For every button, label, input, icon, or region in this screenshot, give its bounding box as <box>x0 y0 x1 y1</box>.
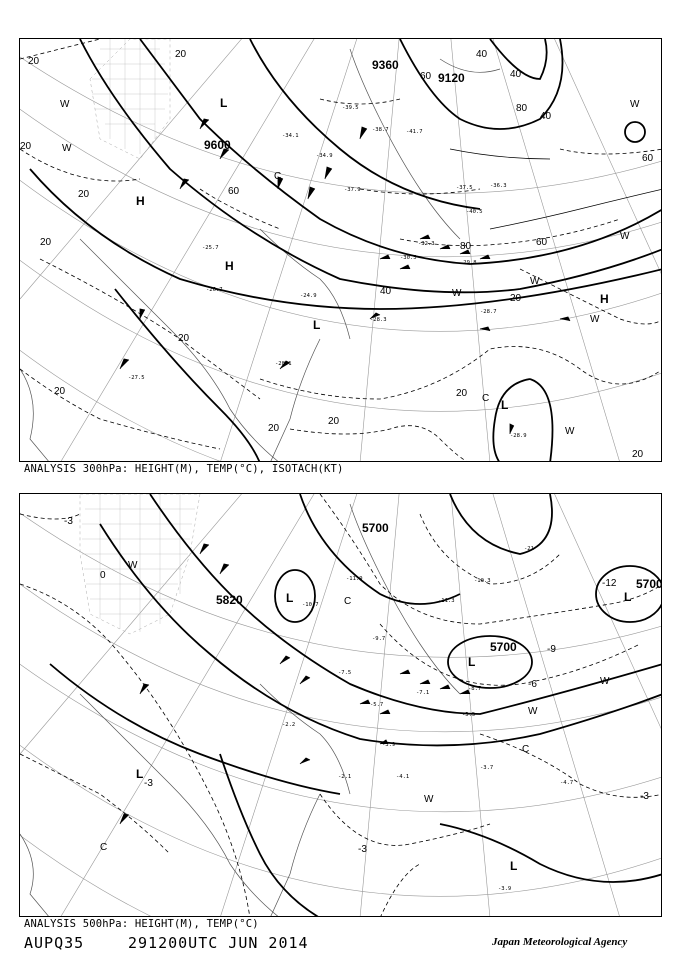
caption-500hpa: ANALYSIS 500hPa: HEIGHT(M), TEMP(°C) <box>24 918 259 930</box>
station-temp: -3.9 <box>498 886 512 892</box>
warm-marker: W <box>128 560 138 571</box>
agency-name: Japan Meteorological Agency <box>492 936 628 948</box>
height-label-5700: 5700 <box>490 640 517 654</box>
station-temp: -5.5 <box>462 712 476 718</box>
isotach-lines <box>450 149 662 229</box>
station-temp: -7.1 <box>416 690 430 696</box>
low-marker: L <box>136 767 144 781</box>
station-temp: -4.1 <box>396 774 410 780</box>
warm-marker: W <box>590 314 600 325</box>
station-temp: -3.9 <box>382 742 396 748</box>
height-label-5700: 5700 <box>636 577 663 591</box>
longitude-grid <box>20 494 662 917</box>
height-label-5820: 5820 <box>216 593 243 607</box>
height-label-group <box>216 521 662 654</box>
cold-marker: C <box>100 842 108 853</box>
height-label-9360: 9360 <box>372 58 399 72</box>
isotach-label-20: 20 <box>456 388 468 399</box>
temp-label: -12 <box>602 578 617 589</box>
warm-marker: W <box>60 99 70 110</box>
isotach-label-20: 20 <box>54 386 66 397</box>
isotach-label-60: 60 <box>536 237 548 248</box>
caption-300hpa: ANALYSIS 300hPa: HEIGHT(M), TEMP(°C), ISOTACH(KT) <box>24 463 344 475</box>
wind-barbs <box>120 119 570 434</box>
station-temp: -39.5 <box>342 105 359 111</box>
valid-time: 291200UTC JUN 2014 <box>128 934 309 952</box>
isotach-label-20: 20 <box>328 416 340 427</box>
station-temp: -25.7 <box>202 245 219 251</box>
low-marker: L <box>286 591 294 605</box>
isotach-label-20: 20 <box>78 189 90 200</box>
latitude-grid <box>20 494 662 917</box>
low-marker: L <box>624 590 632 604</box>
warm-marker: W <box>528 706 538 717</box>
cold-marker: C <box>344 596 352 607</box>
station-temp: -34.9 <box>316 153 333 159</box>
isotach-label-group <box>20 49 654 460</box>
station-temp: -26.7 <box>206 287 223 293</box>
high-marker: H <box>225 259 234 273</box>
isotach-label-20: 20 <box>28 56 40 67</box>
low-marker: L <box>468 655 476 669</box>
pressure-system-group <box>60 96 640 437</box>
height-label-9600: 9600 <box>204 138 231 152</box>
station-temp: -7.5 <box>338 670 352 676</box>
station-temp: -37.5 <box>456 185 473 191</box>
station-temp: -2.2 <box>282 722 296 728</box>
temp-label: -3 <box>640 791 649 802</box>
dashed-contours <box>20 494 662 917</box>
temp-label: -6 <box>528 679 537 690</box>
isotach-label-20: 20 <box>632 449 644 460</box>
station-temp: -10.3 <box>474 578 491 584</box>
isotach-label-40: 40 <box>540 111 552 122</box>
cold-marker: C <box>522 744 530 755</box>
warm-marker: W <box>630 99 640 110</box>
station-temp: -8.7 <box>468 686 482 692</box>
temp-label: -3 <box>64 516 73 527</box>
station-temp: -28.1 <box>275 361 292 367</box>
temp-label: 0 <box>100 570 106 581</box>
station-temp: -5.7 <box>370 702 384 708</box>
chart-300hpa <box>19 38 662 462</box>
station-temp: -30.5 <box>400 255 417 261</box>
isotach-label-20: 20 <box>268 423 280 434</box>
station-temp: -4.7 <box>560 780 574 786</box>
station-temp: -11.9 <box>346 576 363 582</box>
station-temp: -40.5 <box>466 209 483 215</box>
warm-marker: W <box>620 231 630 242</box>
isotach-label-60: 60 <box>228 186 240 197</box>
temp-label: -3 <box>144 778 153 789</box>
station-temp: -9.7 <box>372 636 386 642</box>
station-temp: -36.3 <box>490 183 507 189</box>
station-temp: -10.7 <box>302 602 319 608</box>
chart-code: AUPQ35 <box>24 934 85 952</box>
height-contours <box>50 494 662 917</box>
height-label-5700: 5700 <box>362 521 389 535</box>
map-300hpa <box>20 39 662 462</box>
isotach-label-20: 20 <box>175 49 187 60</box>
temp-label-group <box>64 516 649 855</box>
isotach-label-20: 20 <box>178 333 190 344</box>
warm-marker: W <box>530 276 540 287</box>
temp-label: -9 <box>547 644 556 655</box>
isotach-label-60: 60 <box>642 153 654 164</box>
cold-marker: C <box>482 393 490 404</box>
station-temp: -41.7 <box>406 129 423 135</box>
warm-marker: W <box>62 143 72 154</box>
height-label-9120: 9120 <box>438 71 465 85</box>
isotach-label-40: 40 <box>476 49 488 60</box>
isotach-label-40: 40 <box>510 69 522 80</box>
station-temp: -28.7 <box>480 309 497 315</box>
coastlines <box>20 49 500 462</box>
station-temp: -34.1 <box>282 133 299 139</box>
warm-marker: W <box>600 676 610 687</box>
pressure-system-group <box>100 560 631 873</box>
low-marker: L <box>313 318 321 332</box>
station-temp: -38.7 <box>372 127 389 133</box>
isotach-label-20: 20 <box>20 141 32 152</box>
warm-marker: W <box>424 794 434 805</box>
wind-barbs <box>120 544 470 824</box>
isotach-label-80: 80 <box>460 241 472 252</box>
high-marker: H <box>600 292 609 306</box>
hatched-area <box>90 39 170 159</box>
station-temp: -32.3 <box>418 241 435 247</box>
low-marker: L <box>501 398 509 412</box>
station-temp: -29.8 <box>460 260 477 266</box>
warm-marker: W <box>565 426 575 437</box>
station-temp: -27.5 <box>128 375 145 381</box>
chart-500hpa <box>19 493 662 917</box>
station-temp: -37.9 <box>344 187 361 193</box>
station-temp: -11.3 <box>438 598 455 604</box>
station-temp: -21 <box>524 546 534 552</box>
warm-marker: W <box>452 288 462 299</box>
isotach-label-60: 60 <box>420 71 432 82</box>
station-temp: -24.9 <box>300 293 317 299</box>
low-marker: L <box>220 96 228 110</box>
isotach-label-40: 40 <box>380 286 392 297</box>
map-500hpa <box>20 494 662 917</box>
high-marker: H <box>136 194 145 208</box>
isotach-label-20: 20 <box>40 237 52 248</box>
isotach-label-20: 20 <box>510 293 522 304</box>
station-temp: -28.3 <box>370 317 387 323</box>
cold-marker: C <box>274 171 282 182</box>
station-temp: -3.7 <box>480 765 494 771</box>
low-marker: L <box>510 859 518 873</box>
temp-label: -3 <box>358 844 367 855</box>
station-temp: -28.9 <box>510 433 527 439</box>
isotach-label-80: 80 <box>516 103 528 114</box>
station-temp: -2.1 <box>338 774 352 780</box>
